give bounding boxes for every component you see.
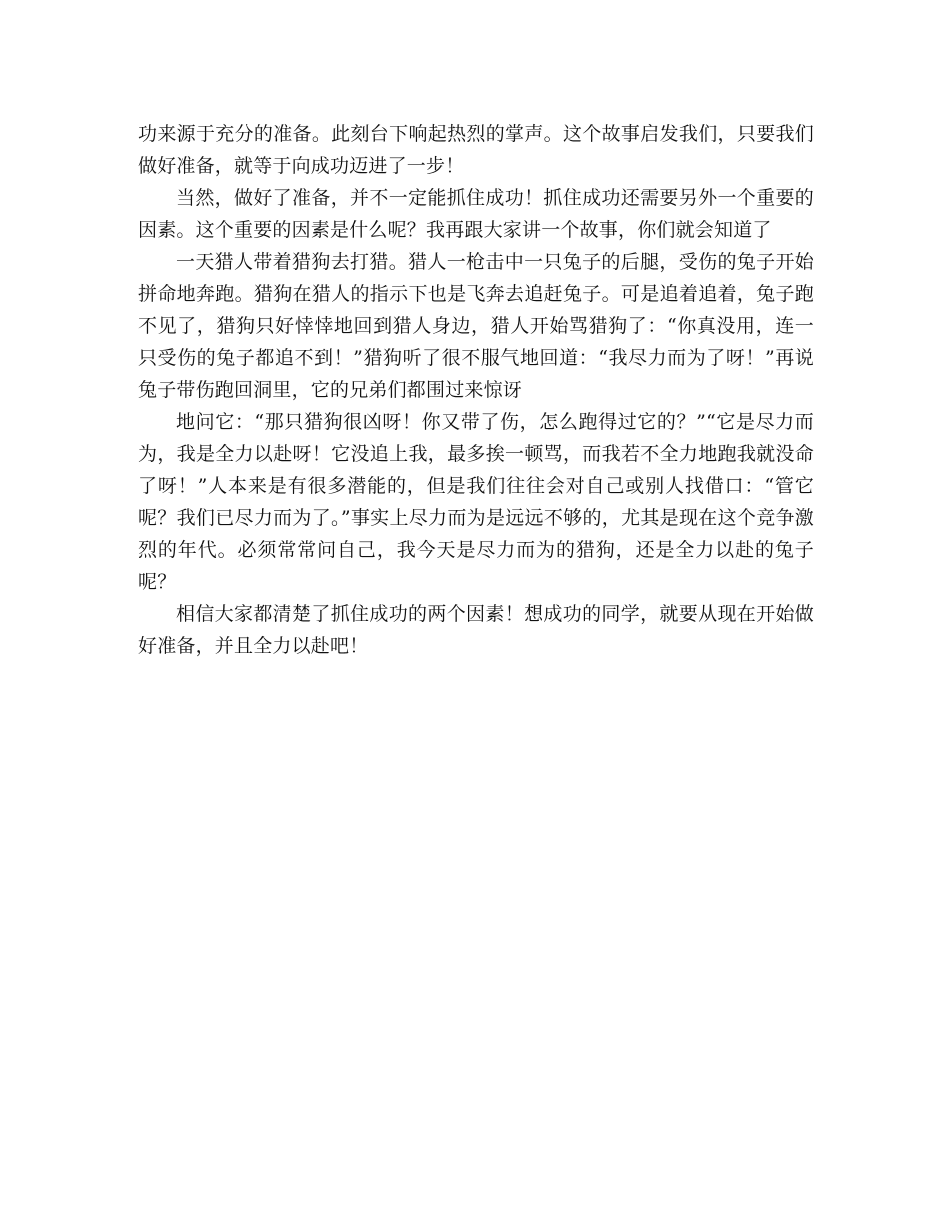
- paragraph-2: 当然，做好了准备，并不一定能抓住成功！抓住成功还需要另外一个重要的因素。这个重要的因素是什么呢？我再跟大家讲一个故事，你们就会知道了: [138, 187, 814, 241]
- paragraph-1: 功来源于充分的准备。此刻台下响起热烈的掌声。这个故事启发我们，只要我们做好准备，就等于向成功迈进了一步！: [138, 123, 814, 177]
- paragraph-4: 地问它：“那只猎狗很凶呀！你又带了伤，怎么跑得过它的？”“它是尽力而为，我是全力以赴呀！它没追上我，最多挨一顿骂，而我若不全力地跑我就没命了呀！”人本来是有很多潜能的，但是我们往往会对自己或别人找借口：“管它呢？我们已尽力而为了。”事实上尽力而为是远远不够的，尤其是现在这个竞争激烈的年代。必须常常问自己，我今天是尽力而为的猎狗，还是全力以赴的兔子呢？: [138, 411, 814, 593]
- document-body: [138, 118, 814, 662]
- paragraph-5: 相信大家都清楚了抓住成功的两个因素！想成功的同学，就要从现在开始做好准备，并且全力以赴吧！: [138, 603, 814, 657]
- paragraph-3: 一天猎人带着猎狗去打猎。猎人一枪击中一只兔子的后腿，受伤的兔子开始拼命地奔跑。猎狗在猎人的指示下也是飞奔去追赶兔子。可是追着追着，兔子跑不见了，猎狗只好悻悻地回到猎人身边，猎人开始骂猎狗了：“你真没用，连一只受伤的兔子都追不到！”猎狗听了很不服气地回道：“我尽力而为了呀！”再说兔子带伤跑回洞里，它的兄弟们都围过来惊讶: [138, 251, 814, 401]
